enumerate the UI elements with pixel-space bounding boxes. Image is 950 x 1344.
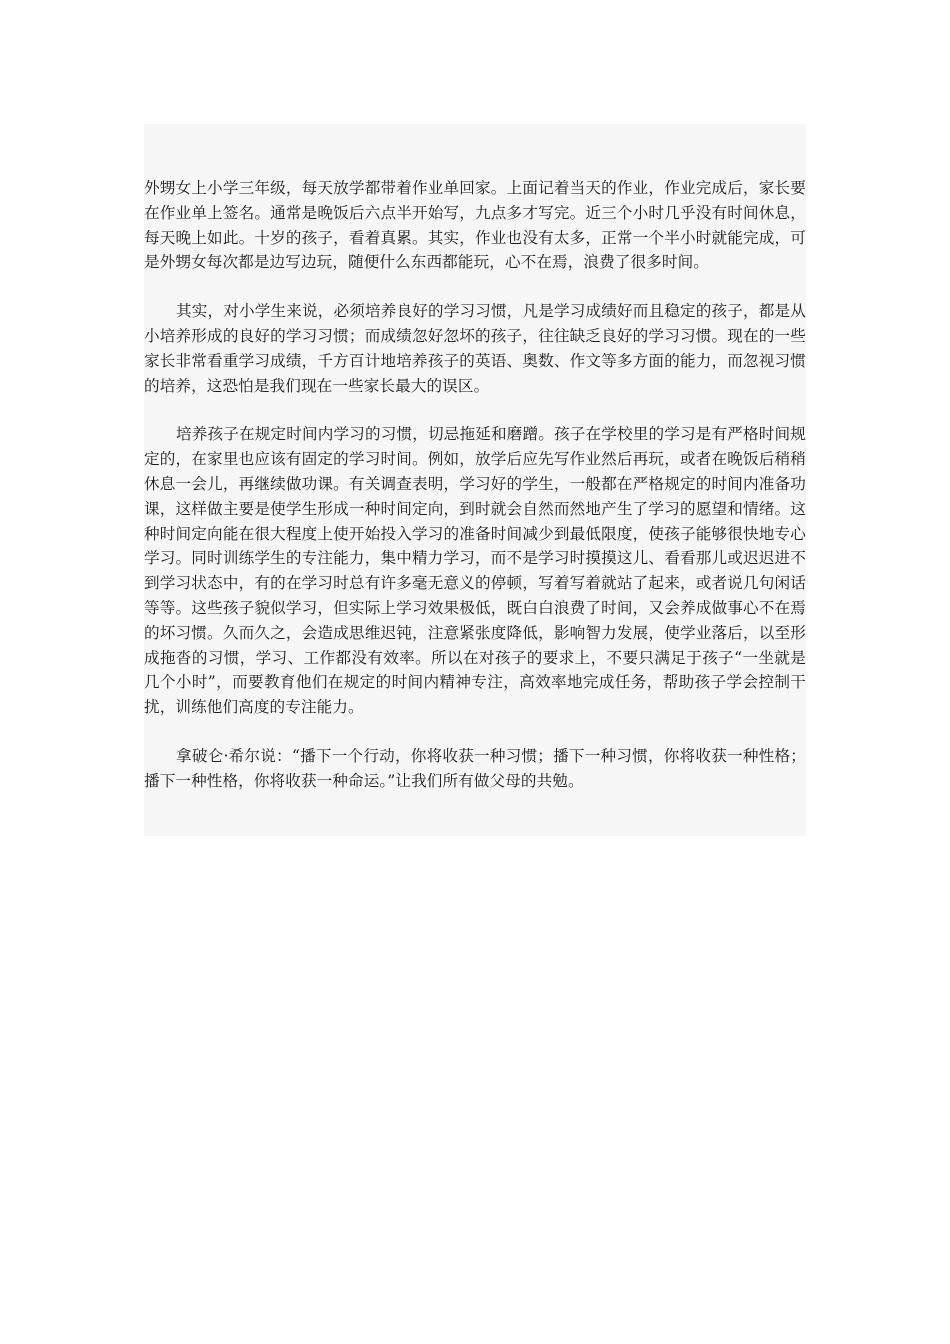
document-body [144,124,806,836]
paragraph-4: 拿破仑·希尔说：“播下一个行动，你将收获一种习惯；播下一种习惯，你将收获一种性格；播下一种性格，你将收获一种命运。”让我们所有做父母的共勉。 [144,746,806,790]
paragraph-3: 培养孩子在规定时间内学习的习惯，切忌拖延和磨蹭。孩子在学校里的学习是有严格时间规定的，在家里也应该有固定的学习时间。例如，放学后应先写作业然后再玩，或者在晚饭后稍稍休息一会儿，再继续做功课。有关调查表明，学习好的学生，一般都在严格规定的时间内准备功课，这样做主要是使学生形成一种时间定向，到时就会自然而然地产生了学习的愿望和情绪。这种时间定向能在很大程度上使开始投入学习的准备时间减少到最低限度，使孩子能够很快地专心学习。同时训练学生的专注能力，集中精力学习，而不是学习时摸摸这儿、看看那儿或迟迟进不到学习状态中，有的在学习时总有许多毫无意义的停顿，写着写着就站了起来，或者说几句闲话等等。这些孩子貌似学习，但实际上学习效果极低，既白白浪费了时间，又会养成做事心不在焉的坏习惯。久而久之，会造成思维迟钝，注意紧张度降低，影响智力发展，使学业落后，以至形成拖沓的习惯，学习、工作都没有效率。所以在对孩子的要求上，不要只满足于孩子“一坐就是几个小时”，而要教育他们在规定的时间内精神专注，高效率地完成任务，帮助孩子学会控制干扰，训练他们高度的专注能力。 [144,425,806,717]
paragraph-2: 其实，对小学生来说，必须培养良好的学习习惯，凡是学习成绩好而且稳定的孩子，都是从小培养形成的良好的学习习惯；而成绩忽好忽坏的孩子，往往缺乏良好的学习习惯。现在的一些家长非常看重学习成绩，千方百计地培养孩子的英语、奥数、作文等多方面的能力，而忽视习惯的培养，这恐怕是我们现在一些家长最大的误区。 [144,302,806,395]
paragraph-1: 外甥女上小学三年级，每天放学都带着作业单回家。上面记着当天的作业，作业完成后，家长要在作业单上签名。通常是晚饭后六点半开始写，九点多才写完。近三个小时几乎没有时间休息，每天晚上如此。十岁的孩子，看着真累。其实，作业也没有太多，正常一个半小时就能完成，可是外甥女每次都是边写边玩，随便什么东西都能玩，心不在焉，浪费了很多时间。 [144,179,806,272]
